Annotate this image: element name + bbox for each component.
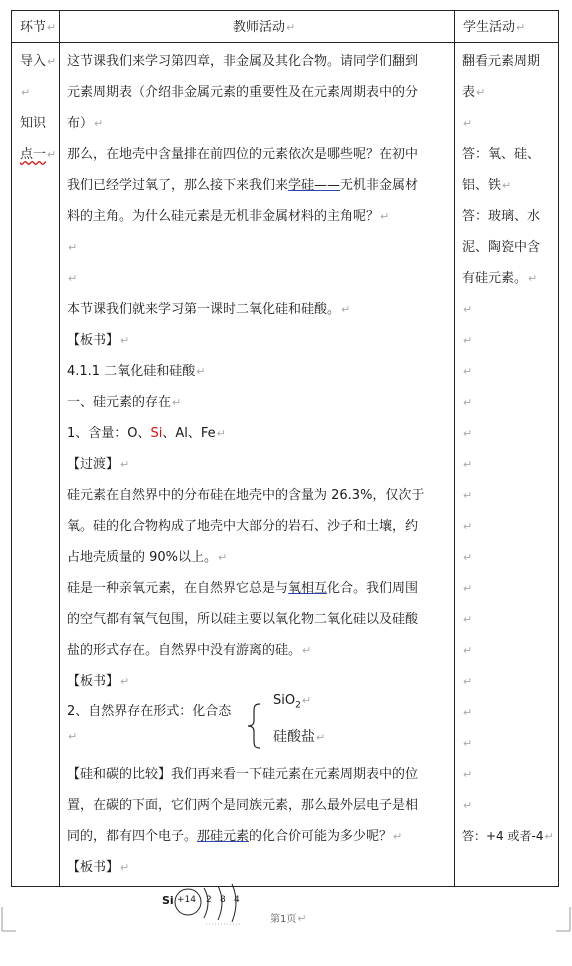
student-line: ↵: [463, 489, 473, 502]
formula-sio2: SiO$_2$↵: [273, 693, 312, 711]
student-line: ↵: [463, 706, 473, 719]
text-line: 【板书】↵: [67, 674, 130, 689]
header-student: 学生活动↵: [463, 20, 526, 35]
text-line: ↵: [68, 730, 78, 743]
student-line: ↵: [463, 613, 473, 626]
student-line: ↵: [463, 334, 473, 347]
element-symbol: Si: [162, 894, 174, 907]
header-teacher: 教师活动↵: [233, 20, 296, 35]
text-line: 【板书】↵: [67, 860, 130, 875]
header-divider: [12, 42, 558, 43]
page-number: 第1页↵: [270, 912, 307, 925]
text-line: 氧。硅的化合物构成了地壳中大部分的岩石、沙子和土壤，约: [67, 519, 419, 534]
text-line: 那么，在地壳中含量排在前四位的元素依次是哪些呢？在初中: [67, 147, 419, 162]
text-line: 置，在碳的下面，它们两个是同族元素，那么最外层电子是相: [67, 798, 419, 813]
crop-mark-icon: [0, 905, 20, 935]
student-line: ↵: [463, 799, 473, 812]
student-line: ↵: [463, 768, 473, 781]
text-line: 布）↵: [67, 116, 104, 131]
text-line: 同的，都有四个电子。那硅元素的化合价可能为多少呢？↵: [67, 829, 403, 844]
text-line: 占地壳质量的 90%以上。↵: [67, 550, 228, 565]
student-column: [462, 46, 556, 852]
text-line: 料的主角。为什么硅元素是无机非金属材料的主角呢？↵: [67, 209, 390, 224]
student-line: ↵: [463, 675, 473, 688]
student-line: 铝、铁↵: [462, 178, 512, 193]
column-divider: [454, 11, 455, 886]
student-line: ↵: [463, 582, 473, 595]
text-line: 【板书】↵: [67, 333, 130, 348]
brace-icon: [246, 703, 262, 749]
student-line: ↵: [463, 303, 473, 316]
formula-silicate: 硅酸盐↵: [273, 729, 326, 745]
atom-structure-diagram: [160, 880, 250, 930]
stage-line: ↵: [21, 86, 31, 99]
student-line: ↵: [463, 117, 473, 130]
text-line: 盐的形式存在。自然界中没有游离的硅。↵: [67, 643, 312, 658]
text-line: 1、含量：O、Si、Al、Fe↵: [67, 426, 226, 441]
student-line: 泥、陶瓷中含: [462, 240, 541, 255]
student-line: ↵: [463, 396, 473, 409]
existence-form-block: [67, 693, 453, 759]
shell-count: 4: [234, 895, 240, 905]
student-line: 表↵: [462, 85, 486, 100]
text-line: ↵: [68, 272, 78, 285]
nucleus-charge: +14: [177, 895, 196, 905]
student-line: ↵: [463, 737, 473, 750]
student-line: ↵: [463, 458, 473, 471]
student-line: ↵: [463, 644, 473, 657]
student-line: ↵: [463, 365, 473, 378]
text-line: 的空气都有氧气包围，所以硅主要以氧化物二氧化硅以及硅酸: [67, 612, 419, 627]
crop-mark-icon: [552, 905, 572, 935]
student-answer: 答：+4 或者-4↵: [462, 829, 554, 843]
text-line: ↵: [68, 241, 78, 254]
text-line: 元素周期表（介绍非金属元素的重要性及在元素周期表中的分: [67, 85, 419, 100]
lesson-table: [11, 10, 559, 887]
text-line: 【硅和碳的比较】我们再来看一下硅元素在元素周期表中的位: [67, 767, 419, 782]
text-line: 硅是一种亲氧元素，在自然界它总是与氧相互化合。我们周围: [67, 581, 419, 596]
text-line: 2、自然界存在形式：化合态: [67, 704, 232, 719]
teacher-column: [67, 46, 453, 883]
text-line: 本节课我们就来学习第一课时二氧化硅和硅酸。↵: [67, 302, 351, 317]
student-line: 答：玻璃、水: [462, 209, 541, 224]
section-title: 4.1.1 二氧化硅和硅酸↵: [67, 364, 206, 379]
text-line: 我们已经学过氧了，那么接下来我们来学硅——无机非金属材: [67, 178, 419, 193]
student-line: ↵: [463, 427, 473, 440]
text-line: 硅元素在自然界中的分布硅在地壳中的含量为 26.3%，仅次于: [67, 488, 425, 503]
stage-line: 知识: [20, 116, 47, 131]
shell-count: 2: [206, 895, 212, 905]
student-line: 翻看元素周期: [462, 54, 541, 69]
text-line: 这节课我们来学习第四章，非金属及其化合物。请同学们翻到: [67, 54, 419, 69]
stage-line: 点一↵: [20, 147, 57, 162]
stage-line: 导入↵: [20, 54, 57, 69]
student-line: ↵: [463, 551, 473, 564]
heading: 一、硅元素的存在↵: [67, 395, 182, 410]
stage-column: [20, 46, 60, 170]
shell-count: 8: [220, 895, 226, 905]
text-line: 【过渡】↵: [67, 457, 130, 472]
electron-shells-icon: [160, 880, 250, 930]
student-line: 有硅元素。↵: [462, 271, 538, 286]
header-stage: 环节↵: [20, 20, 57, 35]
student-line: ↵: [463, 520, 473, 533]
student-line: 答：氧、硅、: [462, 147, 541, 162]
